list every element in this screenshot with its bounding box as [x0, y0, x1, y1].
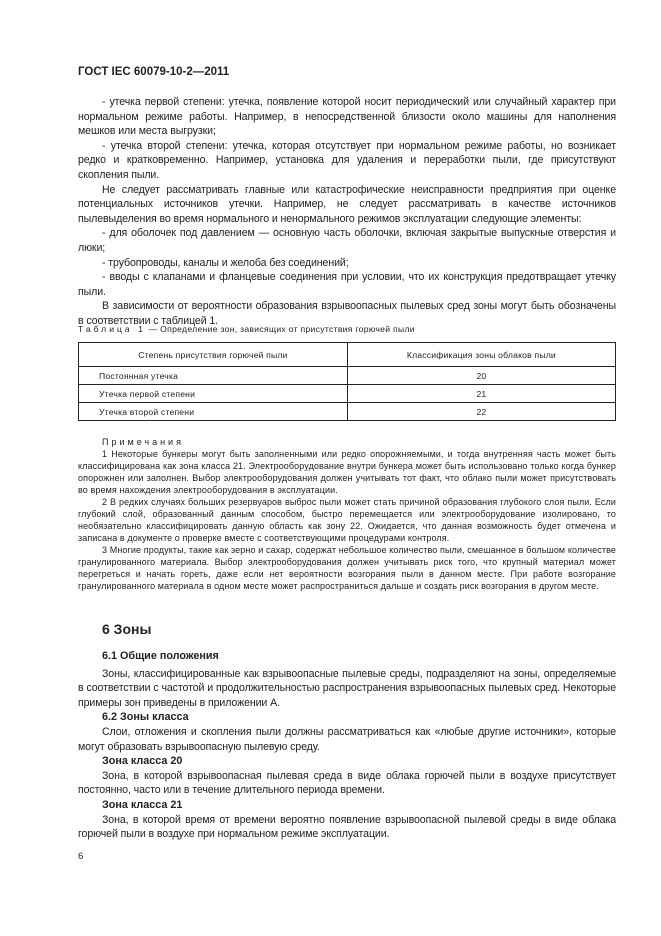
- table-caption-label: Таблица 1: [78, 324, 146, 334]
- table-header-cell: Степень присутствия горючей пыли: [79, 343, 348, 367]
- table-row: [79, 367, 616, 385]
- zones-table: [78, 342, 616, 421]
- table-cell: Постоянная утечка: [79, 367, 348, 385]
- paragraph: Зона, в которой взрывоопасная пылевая среда в виде облака горючей пыли в воздухе присутствует постоянно, часто или в течение длительного периода времени.: [78, 769, 616, 797]
- notes-title: Примечания: [102, 437, 184, 447]
- table-caption: [78, 324, 616, 334]
- note-item: 1 Некоторые бункеры могут быть заполненными или редко опорожняемыми, и тогда внутренняя часть может быть классифицирована как зона класса 21. Электрооборудование внутри бункера может быть использовано только когда бункер опорожнен или заполнен. Выбор электрооборудования должен учитывать тот факт, что облако пыли может присутствовать во время нахождения электрооборудования в эксплуатации.: [78, 449, 616, 495]
- table-caption-text: — Определение зон, зависящих от присутствия горючей пыли: [145, 324, 415, 334]
- section-heading: 6 Зоны: [102, 621, 152, 637]
- table-cell: 22: [347, 403, 615, 421]
- paragraph: В зависимости от вероятности образования взрывоопасных пылевых сред зоны могут быть обозначены в соответствии с таблицей 1.: [78, 300, 616, 327]
- table-row: [79, 385, 616, 403]
- paragraph: Зоны, классифицированные как взрывоопасные пылевые среды, подразделяют на зоны, определяемые в соответствии с частотой и продолжительностью распространения взрывоопасных пылевых сред. Некоторые примеры зон приведены в приложении А.: [78, 667, 616, 709]
- table-header-cell: Классификация зоны облаков пыли: [347, 343, 615, 367]
- paragraph: - трубопроводы, каналы и желоба без соединений;: [102, 256, 349, 269]
- section-6: [78, 621, 616, 842]
- paragraph: Зона, в которой время от времени вероятно появление взрывоопасной пылевой среды в виде облака горючей пыли в воздухе при нормальном режиме эксплуатации.: [78, 813, 616, 841]
- table-cell: Утечка первой степени: [79, 385, 348, 403]
- document-header: ГОСТ IEC 60079-10-2—2011: [78, 66, 230, 78]
- paragraph: - утечка первой степени: утечка, появление которой носит периодический или случайный характер при нормальном режиме работы. Например, в непосредственной близости около машины для наполнения мешков или места выгрузки;: [78, 96, 616, 138]
- table-header-row: [79, 343, 616, 367]
- table-row: [79, 403, 616, 421]
- notes: [78, 436, 616, 592]
- body-text-top: [78, 95, 616, 329]
- note-item: 3 Многие продукты, такие как зерно и сахар, содержат небольшое количество пыли, смешанное в большом количестве гранулированного материала. Выбор электрооборудования должен учитывать риск того, что крупный материал может перегреться и начать гореть, даже если нет вероятности возгорания пыли в данном месте. При работе возгорание гранулированного материала в одном месте может распространиться дальше и создать риск возгорания в другом месте.: [78, 545, 616, 591]
- table-cell: 21: [347, 385, 615, 403]
- subsection-heading: 6.1 Общие положения: [102, 650, 219, 662]
- paragraph: - утечка второй степени: утечка, которая отсутствует при нормальном режиме работы, но возникает редко и кратковременно. Например, установка для удаления и переработки пыли, где присутствуют скопления пыли.: [78, 139, 616, 181]
- paragraph: - вводы с клапанами и фланцевые соединения при условии, что их конструкция предотвращает утечку пыли.: [78, 271, 616, 298]
- zone-heading: Зона класса 20: [102, 755, 183, 768]
- note-item: 2 В редких случаях больших резервуаров выброс пыли может стать причиной образования глубокого слоя пыли. Если глубокий слой, образованный данным способом, быстро перемещается или электрооборудование изолировано, то необязательно классифицировать данную область как зону 22. Ожидается, что данная возможность будет отмечена и записана в документе о проверке вместе с соответствующими процедурами контроля.: [78, 497, 616, 543]
- paragraph: - для оболочек под давлением — основную часть оболочки, включая закрытые выпускные отверстия и люки;: [78, 227, 616, 254]
- paragraph: Не следует рассматривать главные или катастрофические неисправности предприятия при оценке потенциальных источников утечки. Например, не следует рассматривать в качестве источников пылевыделения во время нормального и ненормального режимов эксплуатации следующие элементы:: [78, 183, 616, 225]
- table-cell: Утечка второй степени: [79, 403, 348, 421]
- zone-heading: Зона класса 21: [102, 798, 183, 811]
- page-number: 6: [78, 851, 84, 862]
- paragraph: Слои, отложения и скопления пыли должны рассматриваться как «любые другие источники», которые могут образовать взрывоопасную пылевую среду.: [78, 725, 616, 753]
- subsection-heading: 6.2 Зоны класса: [102, 711, 189, 724]
- table-cell: 20: [347, 367, 615, 385]
